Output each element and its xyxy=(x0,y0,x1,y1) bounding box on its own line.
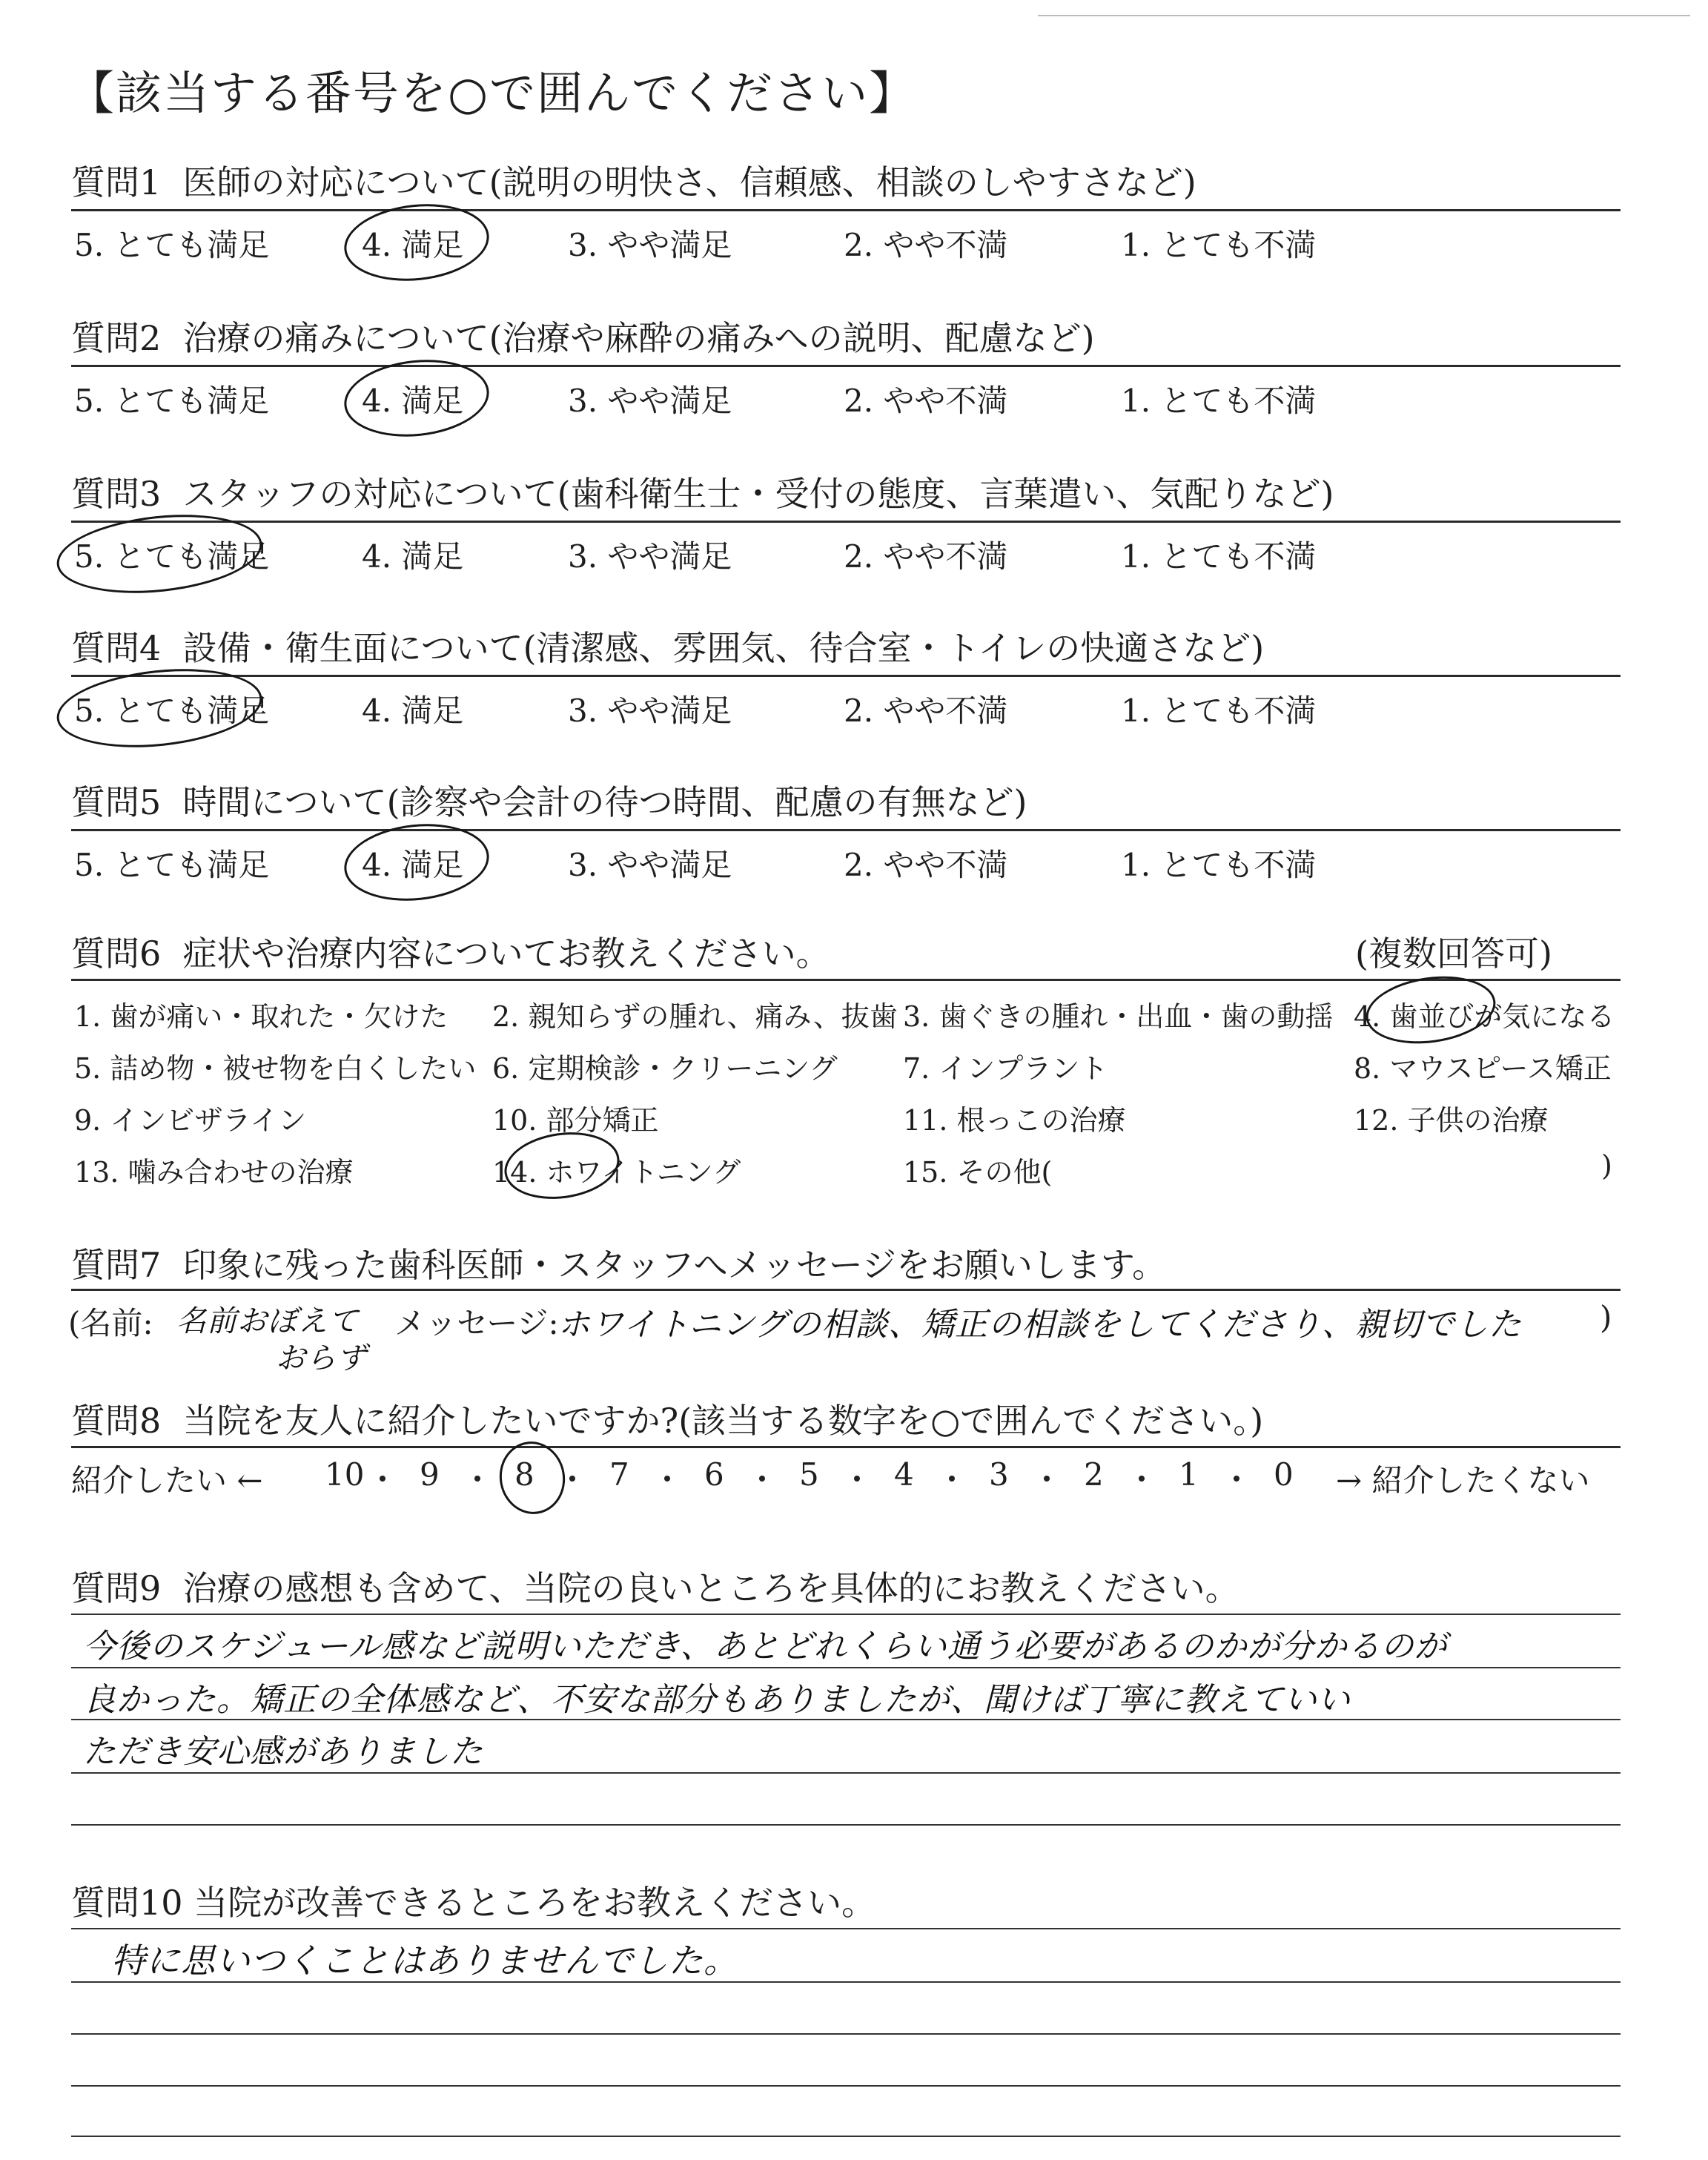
rating-option[interactable]: 3. やや満足 xyxy=(568,693,732,729)
rating-option[interactable]: 3. やや満足 xyxy=(568,847,732,883)
scale-value[interactable]: 4 xyxy=(894,1456,914,1493)
scale-value[interactable]: 5 xyxy=(799,1456,819,1493)
other-close: ) xyxy=(1601,1149,1612,1182)
answer-text: 特に思いつくことはありませんでした。 xyxy=(111,1941,738,1981)
q9-label xyxy=(71,1562,1239,1611)
question-number: 質問8 xyxy=(71,1401,162,1441)
rating-option[interactable]: 5. とても満足 xyxy=(74,847,270,883)
answer-text: ただき安心感がありました xyxy=(83,1733,483,1771)
symptom-option[interactable]: 2. 親知らずの腫れ、痛み、抜歯 xyxy=(492,1000,898,1033)
question-5-label xyxy=(71,776,1027,825)
question-text: スタッフの対応について(歯科衛生士・受付の態度、言葉遣い、気配りなど) xyxy=(182,474,1334,514)
rating-option[interactable]: 1. とても不満 xyxy=(1121,227,1317,263)
message-close: ) xyxy=(1600,1299,1612,1335)
question-number: 質問10 xyxy=(71,1883,183,1923)
rating-option[interactable]: 3. やや満足 xyxy=(568,227,732,263)
rating-option[interactable]: 2. やや不満 xyxy=(844,538,1008,575)
q8-rule xyxy=(71,1446,1621,1448)
scale-dot xyxy=(1044,1476,1050,1482)
question-rule xyxy=(71,365,1621,367)
rating-option[interactable]: 4. 満足 xyxy=(362,693,464,729)
rating-option[interactable]: 5. とても満足 xyxy=(74,693,270,729)
question-number: 質問5 xyxy=(71,782,162,822)
selection-circle xyxy=(494,1436,571,1519)
symptom-option[interactable]: 6. 定期検診・クリーニング xyxy=(492,1052,838,1085)
answer-rule xyxy=(71,1772,1621,1774)
question-1-label xyxy=(71,156,1196,205)
question-text: 当院を友人に紹介したいですか?(該当する数字を○で囲んでください。) xyxy=(182,1401,1264,1441)
q7-rule xyxy=(71,1289,1621,1291)
rating-option[interactable]: 5. とても満足 xyxy=(74,538,270,575)
symptom-option[interactable]: 8. マウスピース矯正 xyxy=(1354,1052,1612,1085)
scan-edge xyxy=(1038,15,1690,16)
question-4-label xyxy=(71,621,1264,670)
scale-value[interactable]: 2 xyxy=(1084,1456,1104,1493)
answer-rule xyxy=(71,2033,1621,2035)
answer-rule xyxy=(71,1667,1621,1668)
scale-dot xyxy=(1139,1476,1145,1482)
question-number: 質問7 xyxy=(71,1245,162,1285)
q8-label xyxy=(71,1394,1263,1443)
message-label: メッセージ: xyxy=(394,1305,559,1341)
rating-option[interactable]: 2. やや不満 xyxy=(844,847,1008,883)
answer-rule xyxy=(71,1614,1621,1615)
rating-option[interactable]: 2. やや不満 xyxy=(844,693,1008,729)
rating-option[interactable]: 2. やや不満 xyxy=(844,227,1008,263)
rating-option[interactable]: 4. 満足 xyxy=(362,227,464,263)
rating-option[interactable]: 1. とても不満 xyxy=(1121,847,1317,883)
rating-option[interactable]: 4. 満足 xyxy=(362,538,464,575)
question-text: 治療の痛みについて(治療や麻酔の痛みへの説明、配慮など) xyxy=(182,318,1095,358)
symptom-option[interactable]: 4. 歯並びが気になる xyxy=(1354,1000,1615,1033)
answer-text: 良かった。矯正の全体感など、不安な部分もありましたが、聞けば丁寧に教えていい xyxy=(83,1681,1351,1719)
recommend-left-label: 紹介したい ← xyxy=(71,1462,263,1499)
question-3-label xyxy=(71,467,1334,516)
rating-option[interactable]: 5. とても満足 xyxy=(74,383,270,419)
symptom-option[interactable]: 1. 歯が痛い・取れた・欠けた xyxy=(74,1000,448,1033)
q6-note: (複数回答可) xyxy=(1355,934,1552,974)
answer-rule xyxy=(71,1928,1621,1929)
question-rule xyxy=(71,829,1621,831)
symptom-option[interactable]: 10. 部分矯正 xyxy=(492,1104,659,1137)
symptom-option[interactable]: 13. 噛み合わせの治療 xyxy=(74,1156,354,1189)
rating-option[interactable]: 3. やや満足 xyxy=(568,538,732,575)
question-2-label xyxy=(71,311,1095,360)
question-number: 質問1 xyxy=(71,162,162,202)
question-number: 質問2 xyxy=(71,318,162,358)
question-number: 質問6 xyxy=(71,934,162,974)
symptom-option[interactable]: 3. 歯ぐきの腫れ・出血・歯の動揺 xyxy=(903,1000,1334,1033)
rating-option[interactable]: 5. とても満足 xyxy=(74,227,270,263)
answer-rule xyxy=(71,2085,1621,2087)
scale-dot xyxy=(380,1476,385,1482)
scale-value[interactable]: 8 xyxy=(514,1456,534,1493)
scale-value[interactable]: 0 xyxy=(1274,1456,1294,1493)
question-text: 治療の感想も含めて、当院の良いところを具体的にお教えください。 xyxy=(182,1568,1239,1608)
symptom-option[interactable]: 14. ホワイトニング xyxy=(492,1156,741,1189)
scale-dot xyxy=(474,1476,480,1482)
rating-option[interactable]: 1. とても不満 xyxy=(1121,383,1317,419)
name-value[interactable]: 名前おぼえて xyxy=(176,1304,359,1338)
question-text: 医師の対応について(説明の明快さ、信頼感、相談のしやすさなど) xyxy=(182,162,1196,202)
scale-value[interactable]: 3 xyxy=(989,1456,1009,1493)
rating-option[interactable]: 2. やや不満 xyxy=(844,383,1008,419)
question-number: 質問3 xyxy=(71,474,162,514)
scale-dot xyxy=(569,1476,575,1482)
symptom-option[interactable]: 5. 詰め物・被せ物を白くしたい xyxy=(74,1052,477,1085)
scale-dot xyxy=(759,1476,765,1482)
question-text: 時間について(診察や会計の待つ時間、配慮の有無など) xyxy=(182,782,1027,822)
scale-value[interactable]: 1 xyxy=(1179,1456,1199,1493)
question-text: 症状や治療内容についてお教えください。 xyxy=(182,934,830,974)
answer-rule xyxy=(71,2136,1621,2137)
answer-rule xyxy=(71,1824,1621,1826)
rating-option[interactable]: 3. やや満足 xyxy=(568,383,732,419)
question-rule xyxy=(71,675,1621,677)
form-title: 【該当する番号を○で囲んでください】 xyxy=(68,66,917,120)
question-text: 印象に残った歯科医師・スタッフへメッセージをお願いします。 xyxy=(182,1245,1167,1285)
name-label: (名前: xyxy=(68,1305,153,1341)
rating-option[interactable]: 4. 満足 xyxy=(362,847,464,883)
scale-value[interactable]: 10 xyxy=(325,1456,365,1493)
recommend-right-label: → 紹介したくない xyxy=(1336,1462,1590,1499)
rating-option[interactable]: 4. 満足 xyxy=(362,383,464,419)
scale-value[interactable]: 7 xyxy=(609,1456,629,1493)
symptom-option[interactable]: 11. 根っこの治療 xyxy=(903,1104,1126,1137)
q7-label xyxy=(71,1238,1166,1287)
q10-label xyxy=(71,1876,875,1925)
question-text: 当院が改善できるところをお教えください。 xyxy=(193,1883,876,1923)
answer-text: 今後のスケジュール感など説明いただき、あとどれくらい通う必要があるのかが分かるのが xyxy=(83,1628,1448,1665)
symptom-option[interactable]: 9. インビザライン xyxy=(74,1104,307,1137)
scale-dot xyxy=(1234,1476,1239,1482)
symptom-option[interactable]: 12. 子供の治療 xyxy=(1354,1104,1549,1137)
question-rule xyxy=(71,521,1621,523)
q6-label xyxy=(71,927,830,976)
symptom-option[interactable]: 15. その他( xyxy=(903,1156,1053,1189)
q6-rule xyxy=(71,979,1621,981)
scale-value[interactable]: 6 xyxy=(704,1456,724,1493)
rating-option[interactable]: 1. とても不満 xyxy=(1121,538,1317,575)
message-value[interactable]: ホワイトニングの相談、矯正の相談をしてくださり、親切でした xyxy=(557,1306,1523,1344)
symptom-option[interactable]: 7. インプラント xyxy=(903,1052,1108,1085)
question-number: 質問9 xyxy=(71,1568,162,1608)
question-number: 質問4 xyxy=(71,628,162,668)
scale-dot xyxy=(949,1476,955,1482)
name-value-cont[interactable]: おらず xyxy=(276,1341,367,1375)
scale-dot xyxy=(664,1476,670,1482)
question-rule xyxy=(71,209,1621,211)
question-text: 設備・衛生面について(清潔感、雰囲気、待合室・トイレの快適さなど) xyxy=(182,628,1265,668)
scale-dot xyxy=(854,1476,860,1482)
rating-option[interactable]: 1. とても不満 xyxy=(1121,693,1317,729)
scale-value[interactable]: 9 xyxy=(420,1456,440,1493)
